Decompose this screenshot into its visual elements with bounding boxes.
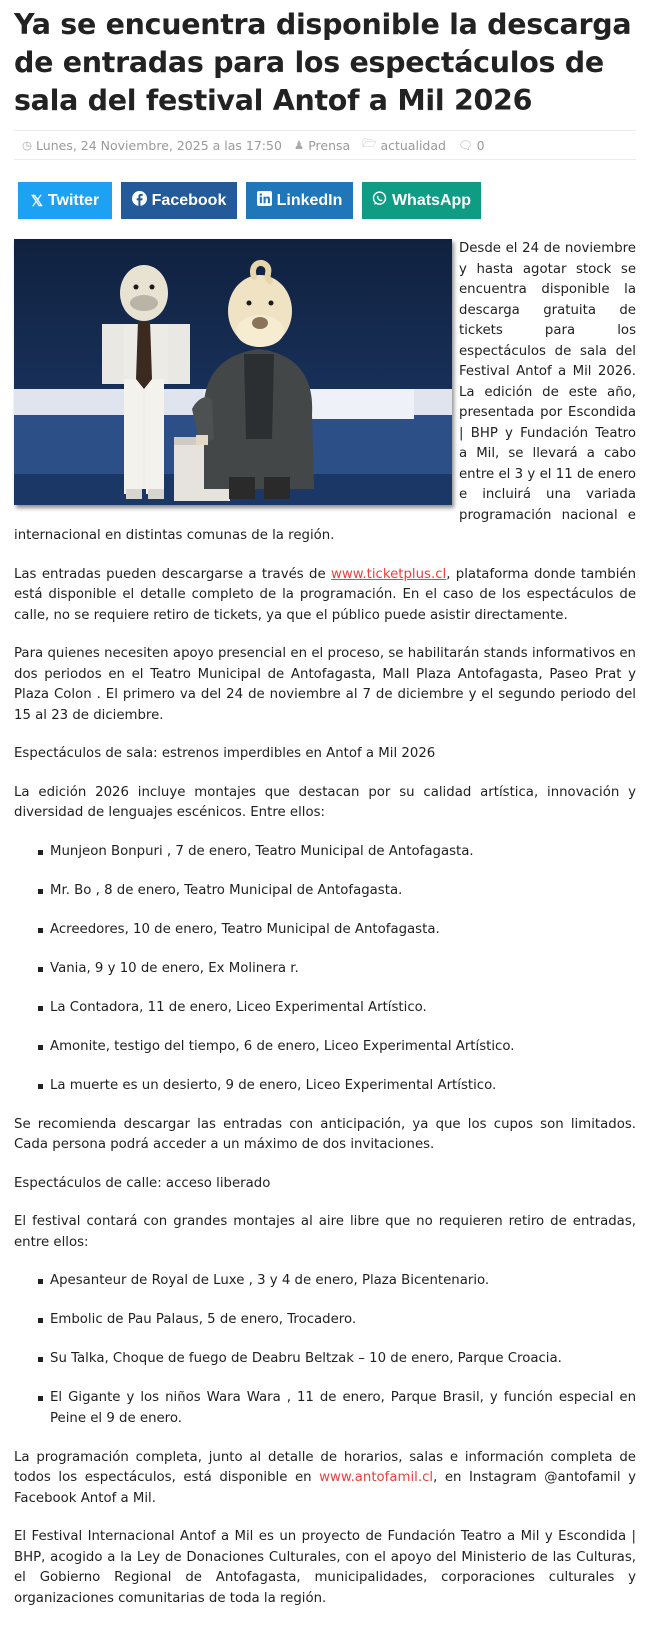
calle-heading: Espectáculos de calle: acceso liberado [14, 1175, 271, 1191]
sala-intro: La edición 2026 incluye montajes que destacan por su calidad artística, innovación y diversidad de lenguajes escénicos. Entre ellos: [14, 784, 636, 820]
list-item: Mr. Bo , 8 de enero, Teatro Municipal de Antofagasta. [14, 881, 636, 902]
programacion-text-after: , en Instagram @antofamil y Facebook Antof a Mil. [14, 1470, 636, 1506]
folder-icon: 🗁 [362, 135, 377, 150]
list-item: Munjeon Bonpuri , 7 de enero, Teatro Municipal de Antofagasta. [14, 842, 636, 863]
tickets-paragraph [14, 565, 636, 627]
article-body [14, 239, 636, 1609]
article-title: Ya se encuentra disponible la descarga de entradas para los espectáculos de sala del festival Antof a Mil 2026 [14, 8, 632, 117]
user-icon: ♟ [293, 138, 305, 152]
clock-icon: ◷ [22, 138, 33, 152]
meta-date [22, 138, 282, 153]
list-item: Amonite, testigo del tiempo, 6 de enero, Liceo Experimental Artístico. [14, 1037, 636, 1058]
comment-icon: 🗨 [457, 138, 473, 152]
facebook-icon [132, 191, 147, 210]
share-whatsapp-label: WhatsApp [391, 191, 472, 209]
list-item: La muerte es un desierto, 9 de enero, Liceo Experimental Artístico. [14, 1076, 636, 1097]
list-item: La Contadora, 11 de enero, Liceo Experimental Artístico. [14, 998, 636, 1019]
whatsapp-icon [372, 191, 387, 210]
meta-date-text: Lunes, 24 Noviembre, 2025 a las 17:50 [36, 137, 282, 153]
share-facebook-label: Facebook [151, 191, 227, 209]
meta-author[interactable] [294, 138, 350, 153]
x-icon: 𝕏 [30, 192, 43, 210]
closing-paragraph: El Festival Internacional Antof a Mil es un proyecto de Fundación Teatro a Mil y Escondida | BHP, acogido a la Ley de Donaciones Culturales, con el apoyo del Ministerio de las Culturas, el Gobierno Regional de Antofagasta, municipalidades, corporaciones culturales y organizaciones comunitarias de toda la región. [14, 1529, 636, 1606]
list-item: Acreedores, 10 de enero, Teatro Municipal de Antofagasta. [14, 920, 636, 941]
meta-comments[interactable] [458, 138, 485, 153]
programacion-paragraph [14, 1448, 636, 1510]
share-facebook-button[interactable] [121, 182, 237, 219]
meta-author-text[interactable]: Prensa [308, 137, 351, 153]
list-item: Vania, 9 y 10 de enero, Ex Molinera r. [14, 959, 636, 980]
share-twitter-button[interactable] [18, 182, 112, 219]
share-linkedin-label: LinkedIn [276, 191, 343, 209]
list-item: Su Talka, Choque de fuego de Deabru Beltzak – 10 de enero, Parque Croacia. [14, 1349, 636, 1370]
recommendation-paragraph: Se recomienda descargar las entradas con anticipación, ya que los cupos son limitados. Cada persona podrá acceder a un máximo de dos invitaciones. [14, 1116, 636, 1152]
article-photo [14, 239, 452, 505]
article-intro: Desde el 24 de noviembre y hasta agotar stock se encuentra disponible la descarga gratuita de tickets para los espectáculos de sala del Festival Antof a Mil 2026. La edición de este año, presentada por Escondida | BHP y Fundación Teatro a Mil, se llevará a cabo entre el 3 y el 11 de enero e incluirá una variada programación nacional e internacional en distintas comunas de la región. [14, 241, 636, 543]
meta-comments-count[interactable]: 0 [476, 137, 485, 153]
share-bar [14, 182, 636, 219]
list-item: Apesanteur de Royal de Luxe , 3 y 4 de enero, Plaza Bicentenario. [14, 1271, 636, 1292]
share-whatsapp-button[interactable] [362, 182, 481, 219]
antofamil-link[interactable]: www.antofamil.cl [319, 1470, 434, 1485]
linkedin-icon [257, 191, 272, 210]
tickets-text-after: , plataforma donde también está disponible el detalle completo de la programación. En el caso de los espectáculos de calle, no se requiere retiro de tickets, ya que el público puede asistir directamente. [14, 566, 636, 623]
programacion-text-before: La programación completa, junto al detalle de horarios, salas e información completa de todos los espectáculos, está disponible en [14, 1449, 636, 1485]
sala-heading: Espectáculos de sala: estrenos imperdibles en Antof a Mil 2026 [14, 746, 436, 761]
share-twitter-label: Twitter [47, 191, 100, 209]
ticketplus-link[interactable]: www.ticketplus.cl [331, 566, 447, 582]
meta-category[interactable] [362, 136, 446, 155]
meta-category-text[interactable]: actualidad [380, 137, 446, 153]
tickets-text-before: Las entradas pueden descargarse a través de [14, 566, 332, 582]
share-linkedin-button[interactable] [246, 182, 353, 219]
article-meta [14, 130, 636, 160]
sala-events-list [14, 842, 636, 1097]
list-item: Embolic de Pau Palaus, 5 de enero, Trocadero. [14, 1310, 636, 1331]
list-item: El Gigante y los niños Wara Wara , 11 de enero, Parque Brasil, y función especial en Peine el 9 de enero. [14, 1388, 636, 1429]
calle-events-list [14, 1271, 636, 1429]
calle-intro: El festival contará con grandes montajes al aire libre que no requieren retiro de entradas, entre ellos: [14, 1214, 636, 1250]
stands-paragraph: Para quienes necesiten apoyo presencial en el proceso, se habilitarán stands informativos en dos periodos en el Teatro Municipal de Antofagasta, Mall Plaza Antofagasta, Paseo Prat y Plaza Colon . El primero va del 24 de noviembre al 7 de diciembre y el segundo periodo del 15 al 23 de diciembre. [14, 646, 636, 723]
